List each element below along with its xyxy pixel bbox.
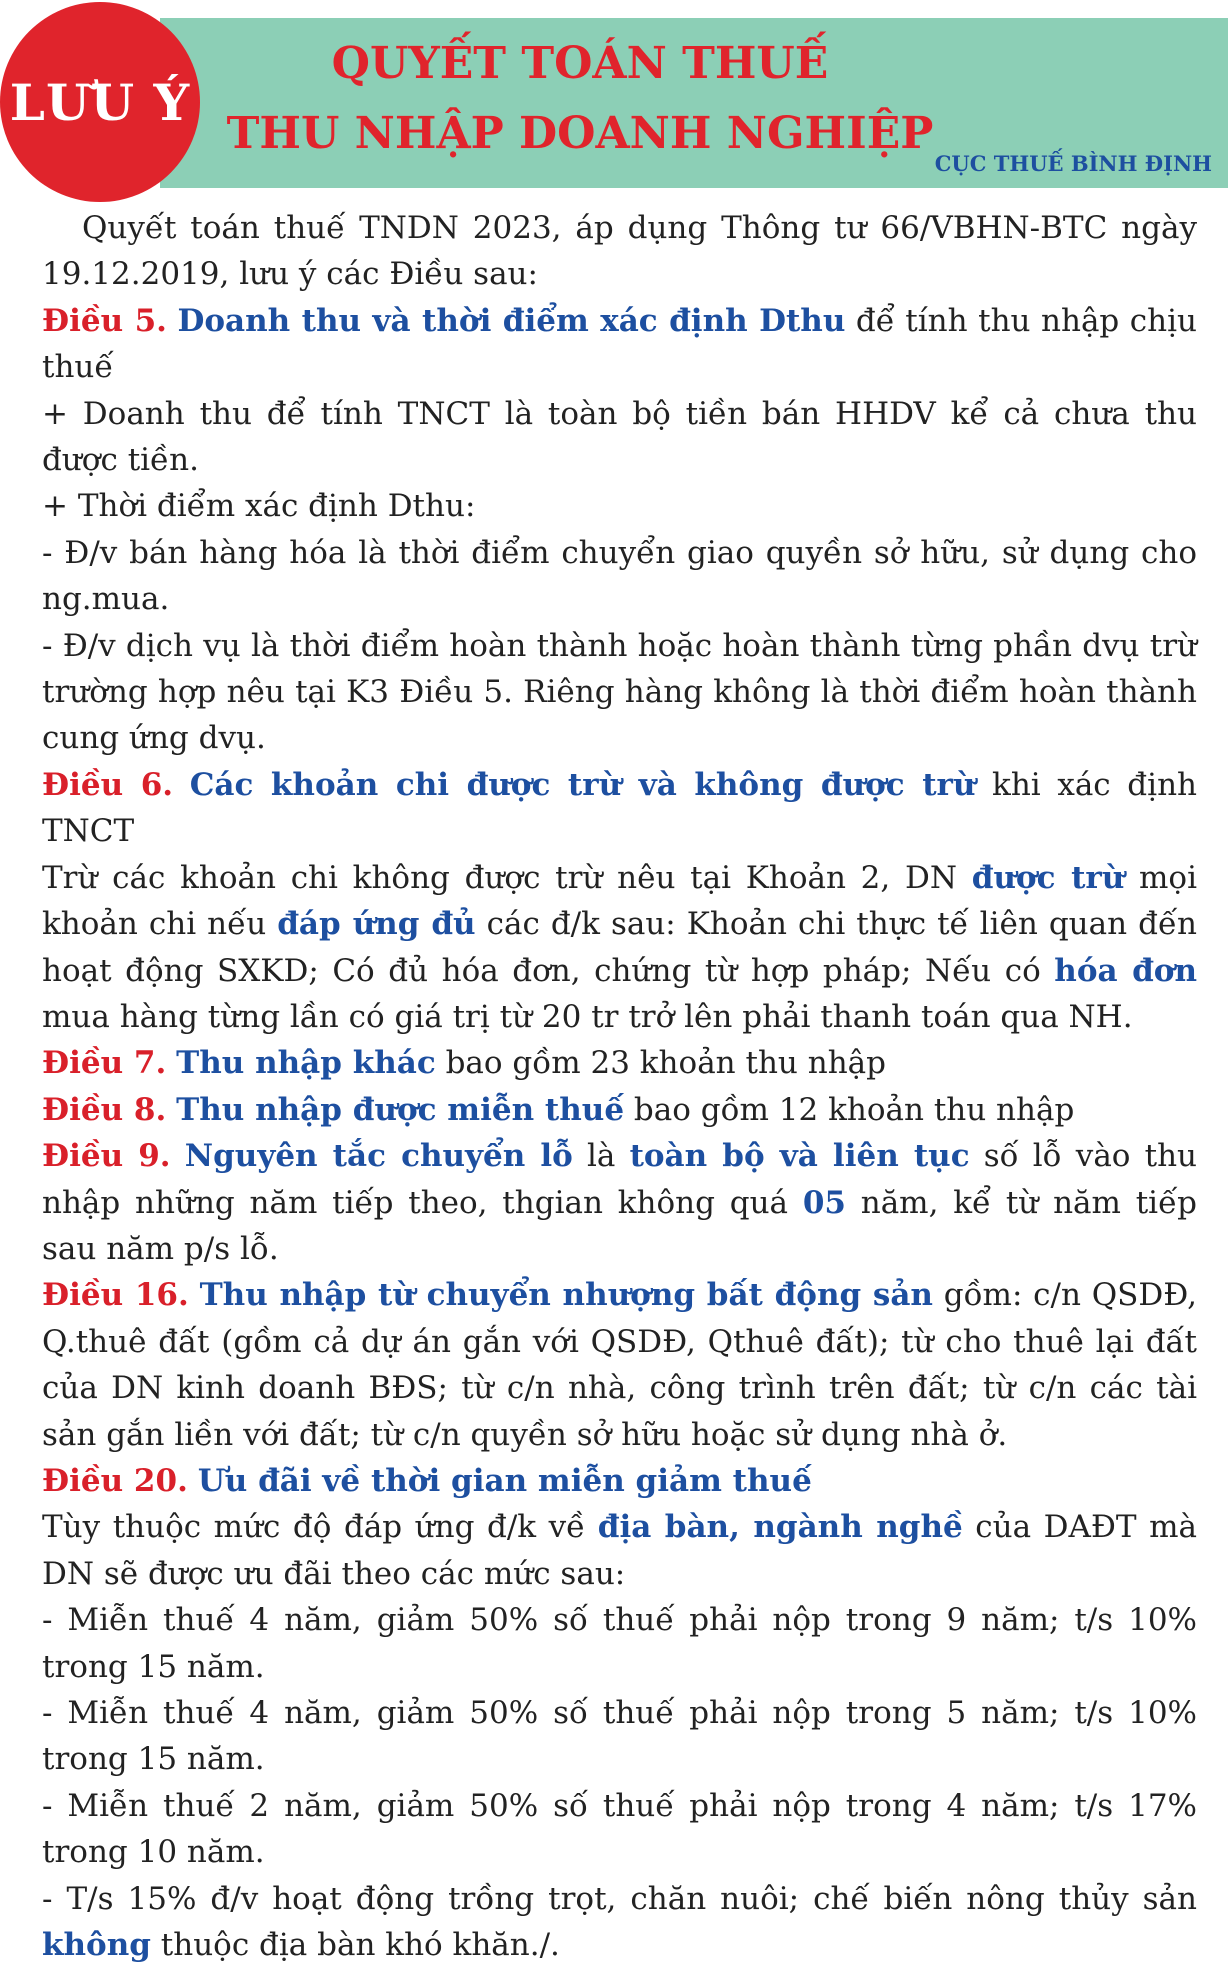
badge-label: LƯU Ý (9, 72, 191, 132)
article-tail: để tính thu nhập chịu thuế (42, 302, 1197, 386)
article-title: Các khoản chi được trừ và không được trừ (189, 766, 976, 803)
article-20-heading (42, 1458, 1197, 1504)
note-badge (0, 2, 200, 202)
text-run: các đ/k sau: Khoản chi thực tế liên quan đến hoạt động SXKD; Có đủ hóa đơn, chứng từ hợp pháp; Nếu có (42, 906, 1197, 989)
text-run: Tùy thuộc mức độ đáp ứng đ/k về (42, 1509, 598, 1546)
article-label: Điều 6. (42, 766, 174, 803)
article-title: Thu nhập khác (176, 1045, 436, 1082)
text-run: thuộc địa bàn khó khăn./. (150, 1927, 560, 1964)
article-9-heading (42, 1133, 1197, 1272)
intro-paragraph: Quyết toán thuế TNDN 2023, áp dụng Thông tư 66/VBHN-BTC ngày 19.12.2019, lưu ý các Điều sau: (42, 210, 1197, 293)
list-item: - Miễn thuế 4 năm, giảm 50% số thuế phải nộp trong 9 năm; t/s 10% trong 15 năm. (42, 1602, 1197, 1685)
article-8-heading (42, 1087, 1197, 1133)
article-7-heading (42, 1040, 1197, 1086)
article-20-body (42, 1504, 1197, 1597)
article-tail: bao gồm 12 khoản thu nhập (624, 1091, 1075, 1128)
article-label: Điều 7. (42, 1045, 167, 1082)
paragraph: - Đ/v dịch vụ là thời điểm hoàn thành hoặc hoàn thành từng phần dvụ trừ trường hợp nêu tại K3 Điều 5. Riêng hàng không là thời điểm hoàn thành cung ứng dvụ. (42, 627, 1197, 757)
article-title: Thu nhập được miễn thuế (176, 1091, 625, 1128)
list-item: - Miễn thuế 4 năm, giảm 50% số thuế phải nộp trong 5 năm; t/s 10% trong 15 năm. (42, 1695, 1197, 1778)
agency-name: CỤC THUẾ BÌNH ĐỊNH (934, 151, 1212, 176)
emphasis: địa bàn, ngành nghề (597, 1509, 963, 1546)
text-run: mọi khoản chi nếu (42, 859, 1198, 943)
paragraph: - Đ/v bán hàng hóa là thời điểm chuyển giao quyền sở hữu, sử dụng cho ng.mua. (42, 534, 1197, 618)
text-run: Trừ các khoản chi không được trừ nêu tại Khoản 2, DN (42, 859, 972, 896)
article-16-heading (42, 1272, 1197, 1458)
emphasis: không (42, 1927, 151, 1964)
article-tail: khi xác định TNCT (42, 766, 1197, 850)
article-6-body (42, 855, 1197, 1041)
text-run: - T/s 15% đ/v hoạt động trồng trọt, chăn nuôi; chế biến nông thủy sản (42, 1880, 1197, 1917)
text-run: là (572, 1138, 630, 1175)
emphasis: được trừ (971, 859, 1125, 896)
text-run: mua hàng từng lần có giá trị từ 20 tr trở lên phải thanh toán qua NH. (42, 998, 1133, 1035)
article-title: Nguyên tắc chuyển lỗ (184, 1138, 573, 1175)
title-line-1: QUYẾT TOÁN THUẾ (331, 38, 829, 89)
paragraph: + Thời điểm xác định Dthu: (42, 488, 476, 525)
list-item (42, 1876, 1197, 1968)
article-label: Điều 5. (42, 302, 167, 339)
article-title: Thu nhập từ chuyển nhượng bất động sản (199, 1277, 933, 1314)
article-label: Điều 16. (42, 1277, 189, 1314)
title-line-2: THU NHẬP DOANH NGHIỆP (226, 108, 934, 159)
article-label: Điều 9. (42, 1138, 171, 1175)
article-tail: bao gồm 23 khoản thu nhập (435, 1045, 886, 1082)
article-tail: gồm: c/n QSDĐ, Q.thuê đất (gồm cả dự án gắn với QSDĐ, Qthuê đất); từ cho thuê lại đất của DN kinh doanh BĐS; từ c/n nhà, công trình trên đất; từ c/n các tài sản gắn liền với đất; từ c/n quyền sở hữu hoặc sử dụng nhà ở. (42, 1277, 1198, 1453)
article-body (42, 205, 1197, 1968)
emphasis: đáp ứng đủ (277, 906, 476, 943)
text-run: số lỗ vào thu nhập những năm tiếp theo, thgian không quá (42, 1138, 1198, 1221)
article-title: Ưu đãi về thời gian miễn giảm thuế (197, 1462, 812, 1499)
article-5-heading (42, 298, 1197, 391)
article-label: Điều 20. (42, 1462, 188, 1499)
article-label: Điều 8. (42, 1091, 167, 1128)
emphasis: toàn bộ và liên tục (629, 1138, 970, 1175)
text-run: năm, kể từ năm tiếp sau năm p/s lỗ. (42, 1184, 1197, 1267)
emphasis: 05 (802, 1184, 846, 1221)
text-run: của DAĐT mà DN sẽ được ưu đãi theo các mức sau: (42, 1509, 1197, 1592)
article-title: Doanh thu và thời điểm xác định Dthu (177, 302, 846, 339)
paragraph: + Doanh thu để tính TNCT là toàn bộ tiền bán HHDV kể cả chưa thu được tiền. (42, 395, 1197, 479)
article-6-heading (42, 762, 1197, 855)
emphasis: hóa đơn (1054, 952, 1197, 989)
list-item: - Miễn thuế 2 năm, giảm 50% số thuế phải nộp trong 4 năm; t/s 17% trong 10 năm. (42, 1787, 1197, 1871)
